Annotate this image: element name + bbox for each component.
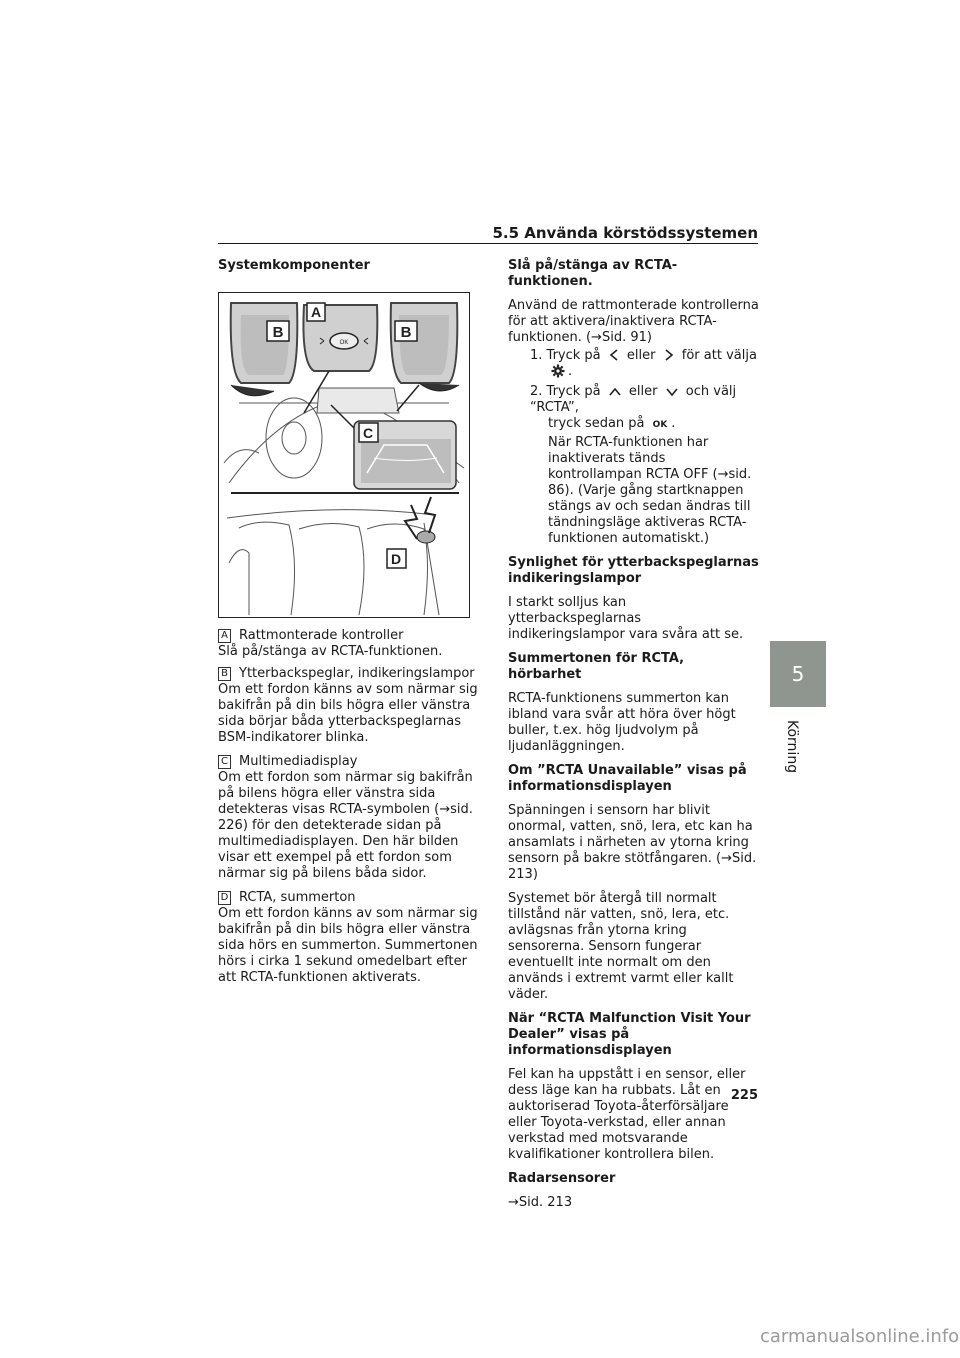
chapter-tab (770, 641, 826, 707)
component-a (218, 628, 478, 660)
component-c-title: Multimediadisplay (239, 754, 358, 769)
gear-icon (551, 364, 565, 378)
component-d-body: Om ett fordon känns av som närmar sig bakifrån på din bils högra eller vänstra sida hörs en summerton. Summertonen hörs i cirka 1 sekund omedelbart efter att RCTA-funktionen aktiverats. (218, 906, 478, 985)
multimedia-display-callout (331, 405, 456, 489)
component-c-body: Om ett fordon som närmar sig bakifrån på bilens högra eller vänstra sida detekteras visas RCTA-symbolen (→sid. 226) för den detekterade sidan på multimediadisplayen. Den här bilden visar ett exempel på ett fordon som närmar sig på bilens båda sidor. (218, 770, 473, 881)
step-2-text-c: och välj “RCTA”, (530, 384, 737, 415)
malfunction-heading: När “RCTA Malfunction Visit Your Dealer” visas på informationsdisplayen (508, 1011, 751, 1058)
right-column (508, 258, 760, 1211)
letter-b-badge: B (218, 667, 231, 681)
ok-label: OK (339, 340, 349, 346)
step-1 (508, 348, 760, 380)
label-c: C (362, 425, 374, 441)
component-b-title: Ytterbackspeglar, indikeringslampor (239, 666, 475, 681)
chevron-left-icon (608, 348, 620, 362)
mirror-visibility-heading: Synlighet för ytterbackspeglarnas indikeringslampor (508, 555, 759, 586)
step-2-text-a: 2. Tryck på (530, 384, 601, 399)
step-1-text-d: . (568, 364, 573, 379)
header-rule (218, 243, 758, 244)
component-a-body: Slå på/stänga av RCTA-funktionen. (218, 644, 443, 659)
rcta-toggle-intro: Använd de rattmonterade kontrollerna för att aktivera/inaktivera RCTA-funktionen. (→Sid. 91) (508, 298, 759, 345)
systemkomponenter-heading: Systemkomponenter (218, 258, 370, 273)
mirror-visibility-body: I starkt solljus kan ytterbackspeglarnas indikeringslampor vara svåra att se. (508, 595, 744, 642)
unavailable-heading: Om ”RCTA Unavailable” visas på informationsdisplayen (508, 763, 747, 794)
ok-button-icon: OK (652, 420, 668, 430)
buzzer-body: RCTA-funktionens summerton kan ibland vara svår att höra över högt buller, t.ex. hög ljudvolym på ljudanläggningen. (508, 691, 736, 754)
step-2-text-b: eller (628, 384, 658, 399)
malfunction-body: Fel kan ha uppstått i en sensor, eller dess läge kan ha rubbats. Låt en auktoriserad Toyota-återförsäljare eller Toyota-verkstad, eller annan verkstad med motsvarande kvalifikationer kontrollera bilen. (508, 1067, 746, 1162)
chevron-down-icon (665, 386, 679, 398)
component-d (218, 890, 478, 986)
radar-heading: Radarsensorer (508, 1171, 616, 1186)
component-b-body: Om ett fordon känns av som närmar sig bakifrån på din bils högra eller vänstra sida börjar båda ytterbackspeglarnas BSM-indikatorer blinka. (218, 682, 478, 745)
chapter-label: Körning (784, 720, 800, 774)
step-1-text-b: eller (626, 348, 656, 363)
system-components-figure (218, 292, 470, 618)
watermark: carmanualsonline.info (760, 1326, 960, 1347)
car-interior-illustration (219, 293, 469, 617)
left-mirror-callout (231, 303, 298, 396)
component-a-title: Rattmonterade kontroller (239, 628, 404, 643)
step-1-text-a: 1. Tryck på (530, 348, 601, 363)
page-number: 225 (730, 1088, 758, 1103)
label-b-right: B (400, 324, 412, 341)
letter-d-badge: D (218, 891, 231, 905)
step-2-text-d: tryck sedan på (548, 416, 645, 431)
component-c (218, 754, 478, 882)
rcta-toggle-heading: Slå på/stänga av RCTA-funktionen. (508, 258, 678, 289)
chevron-up-icon (608, 386, 622, 398)
step-1-text-c: för att välja (681, 348, 757, 363)
unavailable-body-2: Systemet bör återgå till normalt tillstånd när vatten, snö, lera, etc. avlägsnas från ytorna kring sensorerna. Sensorn fungerar eventuellt inte normalt om den används i extremt varmt eller kallt väder. (508, 891, 734, 1002)
unavailable-body-1: Spänningen i sensorn har blivit onormal, vatten, snö, lera, etc kan ha ansamlats i närheten av ytorna kring sensorn på bakre stötfångaren. (→Sid. 213) (508, 803, 757, 882)
step-2 (508, 384, 760, 433)
step-2-text-e: . (671, 416, 676, 431)
chevron-right-icon (663, 348, 675, 362)
letter-c-badge: C (218, 755, 231, 769)
component-d-title: RCTA, summerton (239, 890, 356, 905)
buzzer-illustration (387, 497, 435, 568)
step-2-note: När RCTA-funktionen har inaktiverats tänds kontrollampan RCTA OFF (→sid. 86). (Varje gång startknappen stängs av och sedan ändras till tändningsläge aktiveras RCTA-funktionen automatiskt.) (548, 435, 752, 546)
label-b-left: B (272, 324, 284, 341)
letter-a-badge: A (218, 629, 231, 643)
section-title: 5.5 Använda körstödssystemen (492, 224, 758, 242)
buzzer-heading: Summertonen för RCTA, hörbarhet (508, 651, 685, 682)
right-mirror-callout (391, 303, 459, 411)
radar-link[interactable]: →Sid. 213 (508, 1195, 573, 1210)
label-a: A (310, 304, 322, 320)
label-d: D (390, 551, 402, 567)
component-b (218, 666, 478, 746)
chapter-number: 5 (791, 662, 805, 686)
